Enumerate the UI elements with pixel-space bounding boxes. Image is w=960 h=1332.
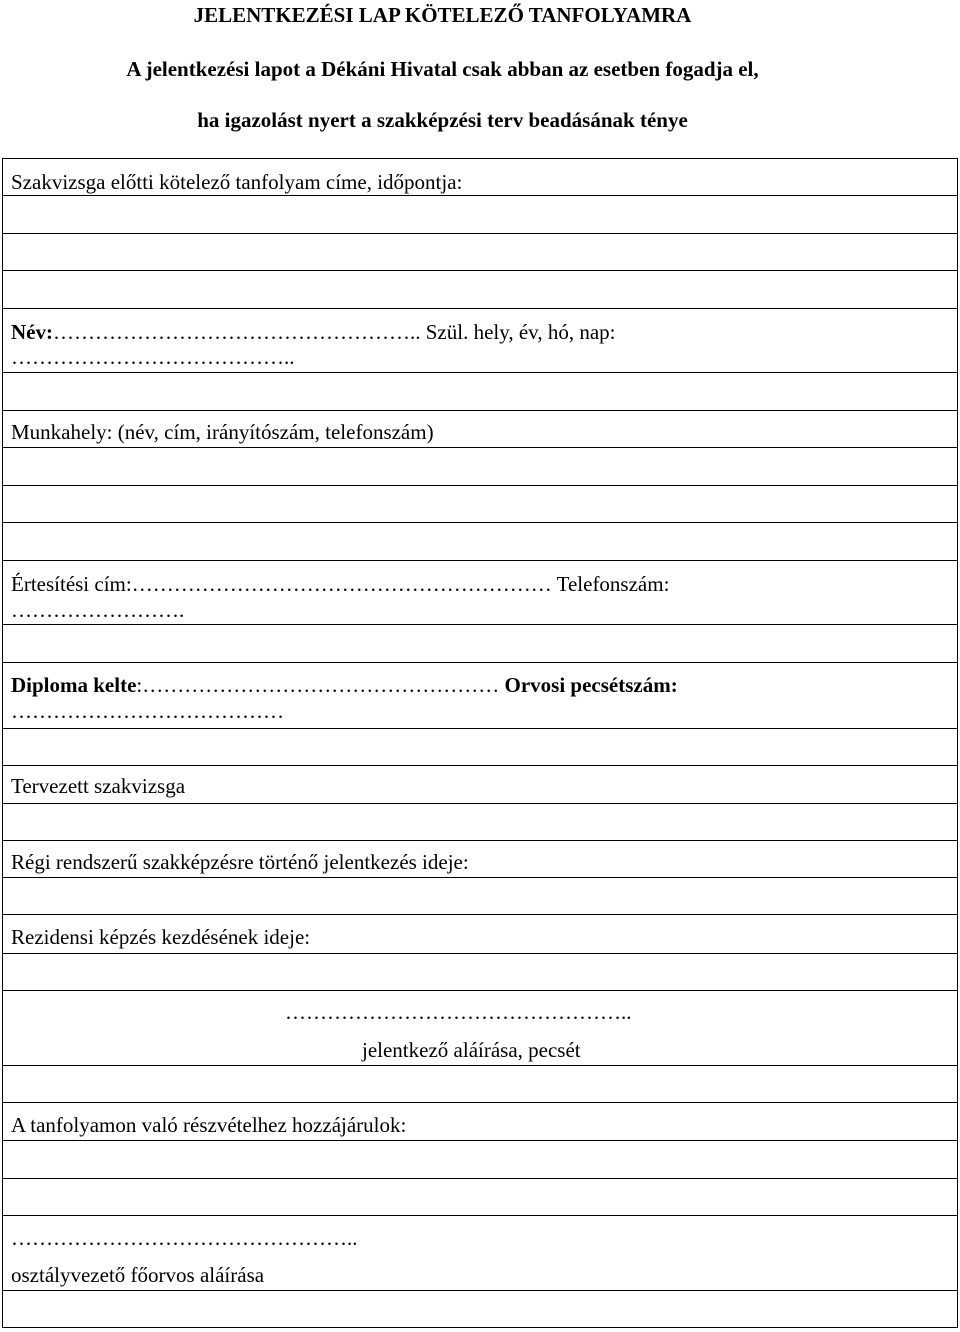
row-divider (2, 1065, 958, 1066)
row-divider (2, 410, 958, 411)
row-divider (2, 270, 958, 271)
notify-label: Értesítési cím: (11, 572, 132, 596)
row-divider (2, 308, 958, 309)
row-divider (2, 447, 958, 448)
header-note-line1: A jelentkezési lapot a Dékáni Hivatal csak abban az esetben fogadja el, (126, 57, 759, 81)
form-title: JELENTKEZÉSI LAP KÖTELEZŐ TANFOLYAMRA (193, 3, 692, 27)
phone-field[interactable]: ……………………. (11, 598, 185, 622)
diploma-date-field[interactable]: …………………………………………… (142, 673, 500, 697)
diploma-label: Diploma kelte (11, 673, 137, 697)
consent-label: A tanfolyamon való részvételhez hozzájárulok: (11, 1113, 407, 1137)
row-divider (2, 1140, 958, 1141)
row-divider (2, 522, 958, 523)
row-divider (2, 624, 958, 625)
stamp-number-label: Orvosi pecsétszám: (499, 673, 678, 697)
row-divider (2, 1102, 958, 1103)
notify-field[interactable]: …………………………………………………… (131, 572, 552, 596)
head-physician-signature-field[interactable]: ………………………………………….. (11, 1226, 358, 1250)
row-divider (2, 990, 958, 991)
applicant-signature-label: jelentkező aláírása, pecsét (362, 1038, 581, 1062)
birth-label: Szül. hely, év, hó, nap: (420, 320, 616, 344)
row-divider (2, 953, 958, 954)
diploma-row (11, 675, 678, 696)
row-divider (2, 1178, 958, 1179)
residency-label: Rezidensi képzés kezdésének ideje: (11, 925, 311, 949)
head-physician-signature-label: osztályvezető főorvos aláírása (11, 1263, 265, 1287)
name-label: Név: (11, 320, 53, 344)
old-system-label: Régi rendszerű szakképzésre történő jelentkezés ideje: (11, 850, 469, 874)
row-divider (2, 1215, 958, 1216)
phone-label: Telefonszám: (551, 572, 670, 596)
name-field[interactable]: …………………………………………….. (52, 320, 421, 344)
diploma-colon: : (136, 673, 143, 697)
name-row (11, 322, 615, 343)
course-title-label: Szakvizsga előtti kötelező tanfolyam címe, időpontja: (11, 170, 463, 194)
workplace-label: Munkahely: (név, cím, irányítószám, telefonszám) (11, 420, 434, 444)
row-divider (2, 1290, 958, 1291)
header-note-line2: ha igazolást nyert a szakképzési terv beadásának ténye (197, 108, 688, 132)
row-divider (2, 728, 958, 729)
row-divider (2, 914, 958, 915)
row-divider (2, 765, 958, 766)
row-divider (2, 560, 958, 561)
planned-exam-label: Tervezett szakvizsga (11, 774, 186, 798)
row-divider (2, 840, 958, 841)
row-divider (2, 372, 958, 373)
row-divider (2, 233, 958, 234)
row-divider (2, 803, 958, 804)
row-divider (2, 662, 958, 663)
applicant-signature-field[interactable]: ………………………………………….. (285, 1000, 632, 1024)
row-divider (2, 877, 958, 878)
row-divider (2, 195, 958, 196)
row-divider (2, 485, 958, 486)
birth-field[interactable]: ………………………………….. (11, 345, 295, 369)
notify-row (11, 574, 669, 595)
stamp-number-field[interactable]: ………………………………… (11, 699, 284, 723)
